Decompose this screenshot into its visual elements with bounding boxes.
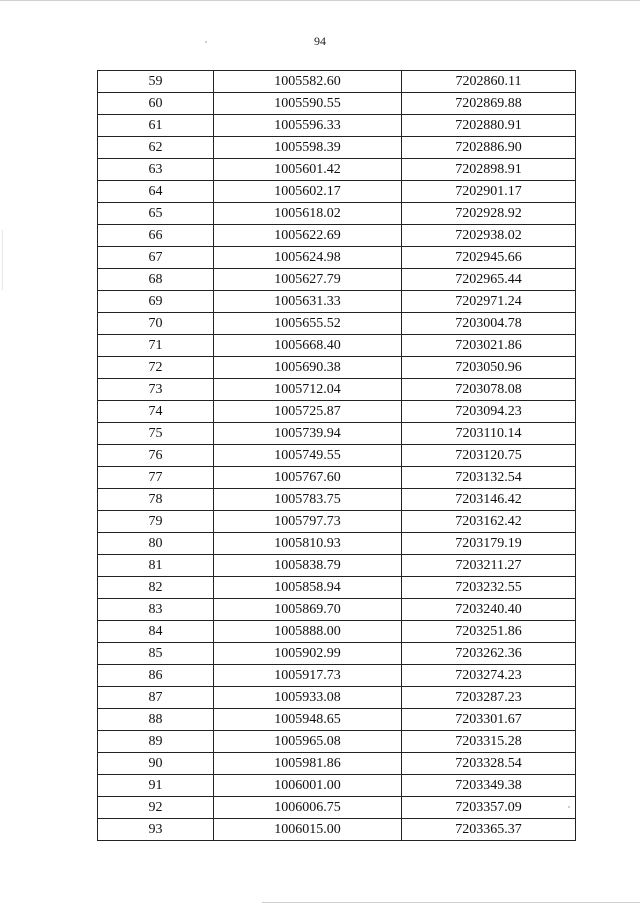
table-row [98, 753, 576, 775]
coordinate-table [97, 70, 576, 841]
y-coordinate-cell: 7202901.17 [402, 181, 576, 203]
table-row [98, 357, 576, 379]
x-coordinate-cell: 1005810.93 [214, 533, 402, 555]
y-coordinate-cell: 7203349.38 [402, 775, 576, 797]
y-coordinate-cell: 7203287.23 [402, 687, 576, 709]
point-number-cell: 69 [98, 291, 214, 313]
y-coordinate-cell: 7203132.54 [402, 467, 576, 489]
x-coordinate-cell: 1005627.79 [214, 269, 402, 291]
point-number-cell: 87 [98, 687, 214, 709]
point-number-cell: 60 [98, 93, 214, 115]
point-number-cell: 70 [98, 313, 214, 335]
x-coordinate-cell: 1006006.75 [214, 797, 402, 819]
y-coordinate-cell: 7202928.92 [402, 203, 576, 225]
table-row [98, 379, 576, 401]
point-number-cell: 78 [98, 489, 214, 511]
x-coordinate-cell: 1005902.99 [214, 643, 402, 665]
y-coordinate-cell: 7203179.19 [402, 533, 576, 555]
x-coordinate-cell: 1005965.08 [214, 731, 402, 753]
x-coordinate-cell: 1005601.42 [214, 159, 402, 181]
point-number-cell: 83 [98, 599, 214, 621]
point-number-cell: 66 [98, 225, 214, 247]
point-number-cell: 80 [98, 533, 214, 555]
y-coordinate-cell: 7203357.09 [402, 797, 576, 819]
point-number-cell: 92 [98, 797, 214, 819]
x-coordinate-cell: 1005655.52 [214, 313, 402, 335]
x-coordinate-cell: 1005948.65 [214, 709, 402, 731]
point-number-cell: 65 [98, 203, 214, 225]
x-coordinate-cell: 1005618.02 [214, 203, 402, 225]
y-coordinate-cell: 7202938.02 [402, 225, 576, 247]
y-coordinate-cell: 7203232.55 [402, 577, 576, 599]
table-row [98, 687, 576, 709]
x-coordinate-cell: 1005596.33 [214, 115, 402, 137]
x-coordinate-cell: 1005712.04 [214, 379, 402, 401]
x-coordinate-cell: 1005582.60 [214, 71, 402, 93]
table-row [98, 159, 576, 181]
table-row [98, 797, 576, 819]
point-number-cell: 91 [98, 775, 214, 797]
page-edge-bottom [262, 902, 640, 903]
point-number-cell: 74 [98, 401, 214, 423]
point-number-cell: 90 [98, 753, 214, 775]
table-row [98, 115, 576, 137]
y-coordinate-cell: 7203094.23 [402, 401, 576, 423]
table-row [98, 709, 576, 731]
x-coordinate-cell: 1005622.69 [214, 225, 402, 247]
x-coordinate-cell: 1005690.38 [214, 357, 402, 379]
x-coordinate-cell: 1005590.55 [214, 93, 402, 115]
x-coordinate-cell: 1005598.39 [214, 137, 402, 159]
table-row [98, 621, 576, 643]
point-number-cell: 75 [98, 423, 214, 445]
y-coordinate-cell: 7202860.11 [402, 71, 576, 93]
point-number-cell: 85 [98, 643, 214, 665]
point-number-cell: 93 [98, 819, 214, 841]
table-row [98, 247, 576, 269]
point-number-cell: 88 [98, 709, 214, 731]
y-coordinate-cell: 7203262.36 [402, 643, 576, 665]
x-coordinate-cell: 1005838.79 [214, 555, 402, 577]
table-row [98, 181, 576, 203]
x-coordinate-cell: 1005602.17 [214, 181, 402, 203]
coordinate-table-body [98, 71, 576, 841]
point-number-cell: 73 [98, 379, 214, 401]
y-coordinate-cell: 7203365.37 [402, 819, 576, 841]
x-coordinate-cell: 1005981.86 [214, 753, 402, 775]
x-coordinate-cell: 1005917.73 [214, 665, 402, 687]
point-number-cell: 67 [98, 247, 214, 269]
point-number-cell: 59 [98, 71, 214, 93]
y-coordinate-cell: 7203240.40 [402, 599, 576, 621]
x-coordinate-cell: 1006001.00 [214, 775, 402, 797]
y-coordinate-cell: 7203251.86 [402, 621, 576, 643]
point-number-cell: 81 [98, 555, 214, 577]
page-edge-top [0, 0, 640, 1]
table-row [98, 335, 576, 357]
y-coordinate-cell: 7202965.44 [402, 269, 576, 291]
table-row [98, 225, 576, 247]
y-coordinate-cell: 7202945.66 [402, 247, 576, 269]
table-row [98, 423, 576, 445]
x-coordinate-cell: 1005631.33 [214, 291, 402, 313]
page-edge-left [2, 230, 3, 290]
table-row [98, 93, 576, 115]
point-number-cell: 76 [98, 445, 214, 467]
point-number-cell: 71 [98, 335, 214, 357]
table-row [98, 269, 576, 291]
table-row [98, 203, 576, 225]
table-row [98, 467, 576, 489]
point-number-cell: 62 [98, 137, 214, 159]
x-coordinate-cell: 1005797.73 [214, 511, 402, 533]
table-row [98, 665, 576, 687]
table-row [98, 731, 576, 753]
table-row [98, 577, 576, 599]
point-number-cell: 61 [98, 115, 214, 137]
point-number-cell: 89 [98, 731, 214, 753]
table-row [98, 313, 576, 335]
y-coordinate-cell: 7203315.28 [402, 731, 576, 753]
y-coordinate-cell: 7202869.88 [402, 93, 576, 115]
point-number-cell: 86 [98, 665, 214, 687]
point-number-cell: 84 [98, 621, 214, 643]
y-coordinate-cell: 7203120.75 [402, 445, 576, 467]
point-number-cell: 79 [98, 511, 214, 533]
point-number-cell: 63 [98, 159, 214, 181]
y-coordinate-cell: 7203274.23 [402, 665, 576, 687]
y-coordinate-cell: 7202886.90 [402, 137, 576, 159]
y-coordinate-cell: 7202898.91 [402, 159, 576, 181]
x-coordinate-cell: 1005858.94 [214, 577, 402, 599]
x-coordinate-cell: 1006015.00 [214, 819, 402, 841]
x-coordinate-cell: 1005933.08 [214, 687, 402, 709]
y-coordinate-cell: 7203050.96 [402, 357, 576, 379]
x-coordinate-cell: 1005725.87 [214, 401, 402, 423]
point-number-cell: 72 [98, 357, 214, 379]
page-number: 94 [314, 34, 326, 48]
x-coordinate-cell: 1005767.60 [214, 467, 402, 489]
y-coordinate-cell: 7203211.27 [402, 555, 576, 577]
point-number-cell: 68 [98, 269, 214, 291]
table-row [98, 401, 576, 423]
point-number-cell: 64 [98, 181, 214, 203]
point-number-cell: 82 [98, 577, 214, 599]
table-row [98, 775, 576, 797]
y-coordinate-cell: 7203078.08 [402, 379, 576, 401]
table-row [98, 71, 576, 93]
table-row [98, 643, 576, 665]
y-coordinate-cell: 7203021.86 [402, 335, 576, 357]
point-number-cell: 77 [98, 467, 214, 489]
x-coordinate-cell: 1005869.70 [214, 599, 402, 621]
table-row [98, 511, 576, 533]
table-row [98, 533, 576, 555]
x-coordinate-cell: 1005739.94 [214, 423, 402, 445]
table-row [98, 291, 576, 313]
x-coordinate-cell: 1005749.55 [214, 445, 402, 467]
y-coordinate-cell: 7203110.14 [402, 423, 576, 445]
y-coordinate-cell: 7202971.24 [402, 291, 576, 313]
y-coordinate-cell: 7203301.67 [402, 709, 576, 731]
y-coordinate-cell: 7202880.91 [402, 115, 576, 137]
x-coordinate-cell: 1005624.98 [214, 247, 402, 269]
y-coordinate-cell: 7203146.42 [402, 489, 576, 511]
x-coordinate-cell: 1005668.40 [214, 335, 402, 357]
y-coordinate-cell: 7203328.54 [402, 753, 576, 775]
table-row [98, 137, 576, 159]
table-row [98, 445, 576, 467]
x-coordinate-cell: 1005783.75 [214, 489, 402, 511]
table-row [98, 599, 576, 621]
table-row [98, 819, 576, 841]
table-row [98, 489, 576, 511]
y-coordinate-cell: 7203162.42 [402, 511, 576, 533]
x-coordinate-cell: 1005888.00 [214, 621, 402, 643]
table-row [98, 555, 576, 577]
y-coordinate-cell: 7203004.78 [402, 313, 576, 335]
